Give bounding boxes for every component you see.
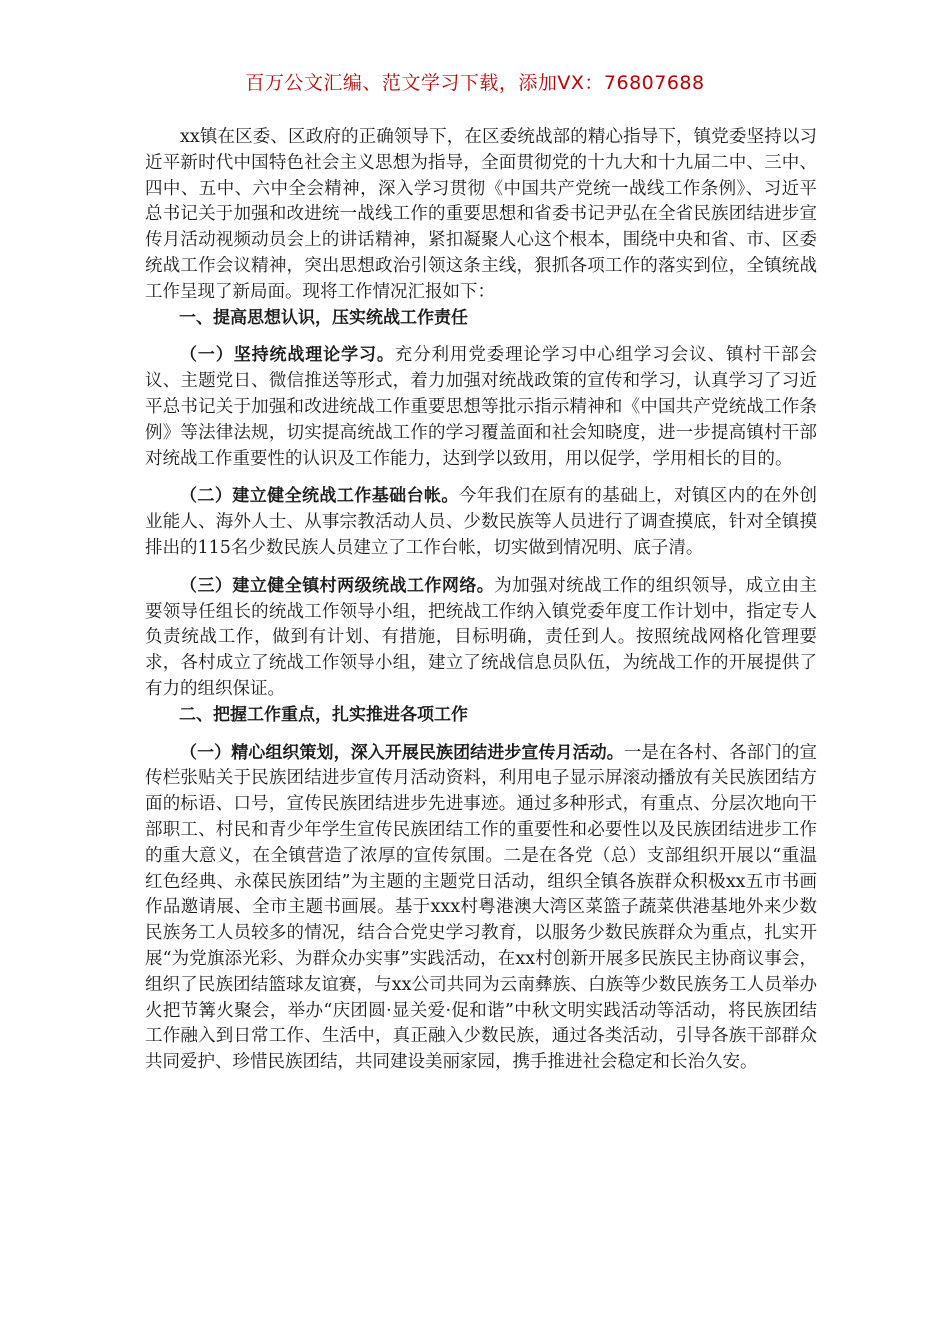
section-1-item-2-lead: （二）建立健全统战工作基础台帐。	[180, 486, 459, 507]
section-1-item-1	[145, 343, 817, 472]
section-1-item-1-lead: （一）坚持统战理论学习。	[180, 345, 395, 366]
section-2-item-1	[145, 741, 817, 1076]
header-banner: 百万公文汇编、范文学习下载，添加VX：76807688	[245, 72, 705, 94]
section-1-heading: 一、提高思想认识，压实统战工作责任	[179, 307, 468, 328]
section-2-item-1-text: 一是在各村、各部门的宣传栏张贴关于民族团结进步宣传月活动资料，利用电子显示屏滚动播放有关民族团结方面的标语、口号，宣传民族团结进步先进事迹。通过多种形式，有重点、分层次地向干部职工、村民和青少年学生宣传民族团结工作的重要性和必要性以及民族团结进步工作的重大意义，在全镇营造了浓厚的宣传氛围。二是在各党（总）支部组织开展以“重温红色经典、永葆民族团结”为主题的主题党日活动，组织全镇各族群众积极xx五市书画作品邀请展、全市主题书画展。基于xxx村粤港澳大湾区菜篮子蔬菜供港基地外来少数民族务工人员较多的情况，结合合党史学习教育，以服务少数民族群众为重点，扎实开展“为党旗添光彩、为群众办实事”实践活动，在xx村创新开展多民族民主协商议事会，组织了民族团结篮球友谊赛，与xx公司共同为云南彝族、白族等少数民族务工人员举办火把节篝火聚会，举办“庆团圆·显关爱·促和谐”中秋文明实践活动等活动，将民族团结工作融入到日常工作、生活中，真正融入少数民族，通过各类活动，引导各族干部群众共同爱护、珍惜民族团结，共同建设美丽家园，携手推进社会稳定和长治久安。	[145, 742, 818, 1073]
section-1-item-2	[145, 484, 817, 561]
section-1-item-3-lead: （三）建立健全镇村两级统战工作网络。	[180, 575, 495, 596]
section-1-item-3	[145, 574, 817, 703]
section-1-item-1-text: 充分利用党委理论学习中心组学习会议、镇村干部会议、主题党日、微信推送等形式，着力加强对统战政策的宣传和学习，认真学习了习近平总书记关于加强和改进统战工作重要思想等批示指示精神和《中国共产党统战工作条例》等法律法规，切实提高统战工作的学习覆盖面和社会知晓度，进一步提高镇村干部对统战工作重要性的认识及工作能力，达到学以致用，用以促学，学用相长的目的。	[145, 345, 817, 469]
document-body	[145, 125, 817, 1076]
section-1-item-3-text: 为加强对统战工作的组织领导，成立由主要领导任组长的统战工作领导小组，把统战工作纳入镇党委年度工作计划中，指定专人负责统战工作，做到有计划、有措施，目标明确，责任到人。按照统战网格化管理要求，各村成立了统战工作领导小组，建立了统战信息员队伍，为统战工作的开展提供了有力的组织保证。	[145, 575, 818, 699]
section-2-heading: 二、把握工作重点，扎实推进各项工作	[179, 704, 468, 725]
section-2-item-1-lead: （一）精心组织策划，深入开展民族团结进步宣传月活动。	[180, 742, 624, 763]
intro-paragraph: xx镇在区委、区政府的正确领导下，在区委统战部的精心指导下，镇党委坚持以习近平新时代中国特色社会主义思想为指导，全面贯彻党的十九大和十九届二中、三中、四中、五中、六中全会精神，深入学习贯彻《中国共产党统一战线工作条例》、习近平总书记关于加强和改进统一战线工作的重要思想和省委书记尹弘在全省民族团结进步宣传月活动视频动员会上的讲话精神，紧扣凝聚人心这个根本，围绕中央和省、市、区委统战工作会议精神，突出思想政治引领这条主线，狠抓各项工作的落实到位，全镇统战工作呈现了新局面。现将工作情况汇报如下：	[145, 127, 817, 302]
section-1-item-2-text: 今年我们在原有的基础上，对镇区内的在外创业能人、海外人士、从事宗教活动人员、少数民族等人员进行了调查摸底，针对全镇摸排出的115名少数民族人员建立了工作台帐，切实做到情况明、底子清。	[145, 486, 818, 558]
